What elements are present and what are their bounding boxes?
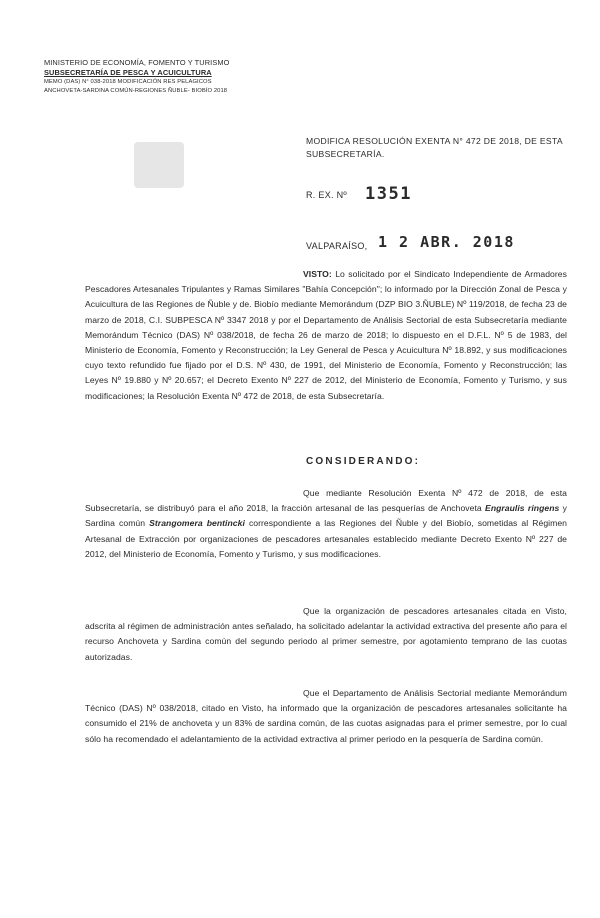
ministry-name: MINISTERIO DE ECONOMÍA, FOMENTO Y TURISMO (44, 58, 230, 67)
visto-lead: VISTO: (303, 269, 332, 279)
species-sardina: Strangomera bentincki (149, 518, 245, 529)
document-subject: MODIFICA RESOLUCIÓN EXENTA N° 472 DE 2018, DE ESTA SUBSECRETARÍA. (306, 136, 563, 159)
considerando-paragraph-3: Que el Departamento de Análisis Sectorial mediante Memorándum Técnico (DAS) Nº 038/2018, citado en Visto, ha informado que la organización de pescadores artesanales solicitante ha consumido el 21% de anchoveta y un 83% de sardina común, de las cuotas asignadas para el primer semestre, por lo cual sólo ha recomendado el adelantamiento de la actividad extractiva al primer periodo en la pesquería de Sardina común. (85, 688, 567, 744)
species-anchoveta: Engraulis ringens (485, 503, 560, 514)
resolution-number: 1351 (365, 184, 412, 204)
letterhead (44, 58, 294, 96)
considerando-paragraph-1: Que mediante Resolución Exenta Nº 472 de 2018, de esta Subsecretaría, se distribuyó para el año 2018, la fracción artesanal de las pesquerías de Anchoveta Engraulis ringens y Sardina común Strangomera bentincki correspondiente a las Regiones del Ñuble y del Biobío, sometidas al Régimen Artesanal de Extracción por organizaciones de pescadores artesanales establecido mediante Decreto Exento Nº 227 de 2012, del Ministerio de Economía, Fomento y Turismo, y sus modificaciones. (85, 488, 567, 559)
place-label: VALPARAÍSO, (306, 241, 368, 251)
visto-text: Lo solicitado por el Sindicato Independiente de Armadores Pescadores Artesanales Tripulantes y Ramas Similares "Bahía Concepción"; lo informado por la Dirección Zonal de Pesca y Acuicultura de las Regiones de Ñuble y de. Biobío mediante Memorándum (DZP BIO 3.ÑUBLE) Nº 119/2018, de fecha 23 de marzo de 2018, C.I. SUBPESCA Nº 3347 2018 y por el Departamento de Análisis Sectorial de esta Subsecretaría mediante Memorándum Técnico (DAS) Nº 038/2018, de fecha 26 de marzo de 2018; lo dispuesto en el D.F.L. Nº 5 de 1983, del Ministerio de Economía, Fomento y Reconstrucción; la Ley General de Pesca y Acuicultura Nº 18.892, y sus modificaciones cuyo texto refundido fue fijado por el D.S. Nº 430, de 1991, del Ministerio de Economía, Fomento y Reconstrucción; las Leyes Nº 19.880 y Nº 20.657; el Decreto Exento Nº 227 de 2012, del Ministerio de Economía, Fomento y Turismo, y sus modificaciones; la Resolución Exenta Nº 472 de 2018, de esta Subsecretaría. (85, 269, 567, 401)
subsecretaria-name: SUBSECRETARÍA DE PESCA Y ACUICULTURA (44, 68, 212, 77)
resolution-label: R. EX. Nº (306, 190, 347, 200)
date-stamp: 1 2 ABR. 2018 (378, 233, 515, 251)
reference-line-2: ANCHOVETA-SARDINA COMÚN-REGIONES ÑUBLE- BIOBÍO 2018 (44, 88, 228, 94)
considerando-paragraph-2: Que la organización de pescadores artesanales citada en Visto, adscrita al régimen de administración antes señalado, ha solicitado adelantar la actividad extractiva del presente año para el recurso Anchoveta y Sardina común del segundo periodo al primer semestre, por agotamiento temprano de las cuotas autorizadas. (85, 606, 567, 662)
considerando-heading: CONSIDERANDO: (306, 456, 421, 467)
faded-stamp (134, 142, 184, 188)
visto-paragraph (85, 267, 567, 404)
reference-line-1: MEMO (DAS) N° 038-2018 MODIFICACIÓN RES PELAGICOS (44, 79, 212, 85)
